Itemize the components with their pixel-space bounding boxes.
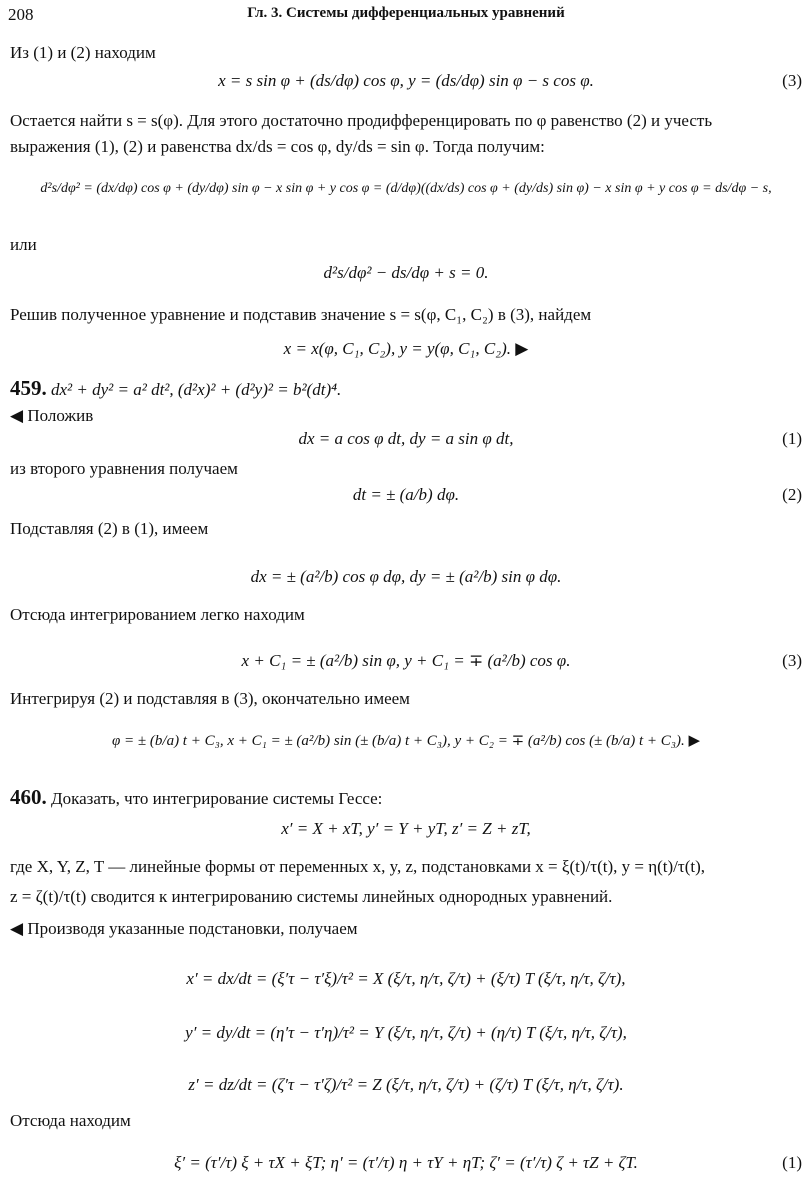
problem-statement: dx² + dy² = a² dt², (d²x)² + (d²y)² = b²(dt)⁴.: [51, 380, 342, 399]
equation-number: (1): [782, 429, 802, 448]
text-line: Решив полученное уравнение и подставив значение s = s(φ, C₁, C₂) в (3), найдем: [10, 305, 592, 324]
equation-final: φ = ± (b/a) t + C₃, x + C₁ = ± (a²/b) sin (± (b/a) t + C₃), y + C₂ = ∓ (a²/b) cos (± (b/a) t + C₃). ▶: [112, 733, 700, 749]
problem-459: [10, 375, 804, 401]
equation-long: d²s/dφ² = (dx/dφ) cos φ + (dy/dφ) sin φ − x sin φ + y cos φ = (d/dφ)((dx/ds) cos φ + (dy/ds) sin φ) − x sin φ + y cos φ = ds/dφ − s,: [40, 181, 772, 196]
equation-substituted: dx = ± (a²/b) cos φ dφ, dy = ± (a²/b) sin φ dφ.: [250, 567, 562, 586]
text-line: Интегрируя (2) и подставляя в (3), окончательно имеем: [10, 689, 410, 708]
text-line: где X, Y, Z, T — линейные формы от переменных x, y, z, подстановками x = ξ(t)/τ(t), y = η(t)/τ(t),: [10, 857, 705, 876]
equation-linear-system: ξ′ = (τ′/τ) ξ + τX + ξT; η′ = (τ′/τ) η + τY + ηT; ζ′ = (τ′/τ) ζ + τZ + ζT.: [174, 1153, 638, 1172]
text-line: Отсюда находим: [10, 1111, 131, 1130]
equation-y-prime: y′ = dy/dt = (η′τ − τ′η)/τ² = Y (ξ/τ, η/τ, ζ/τ) + (η/τ) T (ξ/τ, η/τ, ζ/τ),: [185, 1023, 627, 1042]
text-line: ◀ Производя указанные подстановки, получаем: [10, 919, 358, 938]
page-number: 208: [8, 5, 34, 24]
equation-1: dx = a cos φ dt, dy = a sin φ dt,: [298, 429, 514, 448]
running-head: Гл. 3. Системы дифференциальных уравнений: [247, 5, 565, 21]
equation-number: (3): [782, 71, 802, 90]
equation-hesse-system: x′ = X + xT, y′ = Y + yT, z′ = Z + zT,: [281, 819, 531, 838]
text-line: выражения (1), (2) и равенства dx/ds = cos φ, dy/ds = sin φ. Тогда получим:: [10, 137, 545, 156]
problem-number: 459.: [10, 376, 47, 400]
page-header: [8, 4, 804, 26]
equation-ode: d²s/dφ² − ds/dφ + s = 0.: [323, 263, 489, 282]
equation-xy-solution: x = x(φ, C₁, C₂), y = y(φ, C₁, C₂). ▶: [283, 339, 529, 358]
equation-number: (1): [782, 1153, 802, 1172]
text-line: Остается найти s = s(φ). Для этого достаточно продифференцировать по φ равенство (2) и учесть: [10, 111, 713, 130]
problem-statement: Доказать, что интегрирование системы Гессе:: [51, 789, 383, 808]
text-line: Подставляя (2) в (1), имеем: [10, 519, 209, 538]
equation-number: (3): [782, 651, 802, 670]
problem-460: [10, 784, 804, 810]
problem-number: 460.: [10, 785, 47, 809]
text-line: ◀ Положив: [10, 406, 94, 425]
equation-3-first: x = s sin φ + (ds/dφ) cos φ, y = (ds/dφ) sin φ − s cos φ.: [218, 71, 594, 90]
text-line: Отсюда интегрированием легко находим: [10, 605, 305, 624]
equation-3-second: x + C₁ = ± (a²/b) sin φ, y + C₁ = ∓ (a²/b) cos φ.: [241, 651, 571, 670]
equation-number: (2): [782, 485, 802, 504]
text-line: z = ζ(t)/τ(t) сводится к интегрированию системы линейных однородных уравнений.: [10, 887, 613, 906]
equation-z-prime: z′ = dz/dt = (ζ′τ − τ′ζ)/τ² = Z (ξ/τ, η/τ, ζ/τ) + (ζ/τ) T (ξ/τ, η/τ, ζ/τ).: [188, 1075, 624, 1094]
equation-2: dt = ± (a/b) dφ.: [352, 485, 460, 504]
text-line: Из (1) и (2) находим: [10, 43, 156, 62]
text-line: или: [10, 235, 37, 254]
equation-x-prime: x′ = dx/dt = (ξ′τ − τ′ξ)/τ² = X (ξ/τ, η/τ, ζ/τ) + (ξ/τ) T (ξ/τ, η/τ, ζ/τ),: [186, 969, 626, 988]
text-line: из второго уравнения получаем: [10, 459, 238, 478]
